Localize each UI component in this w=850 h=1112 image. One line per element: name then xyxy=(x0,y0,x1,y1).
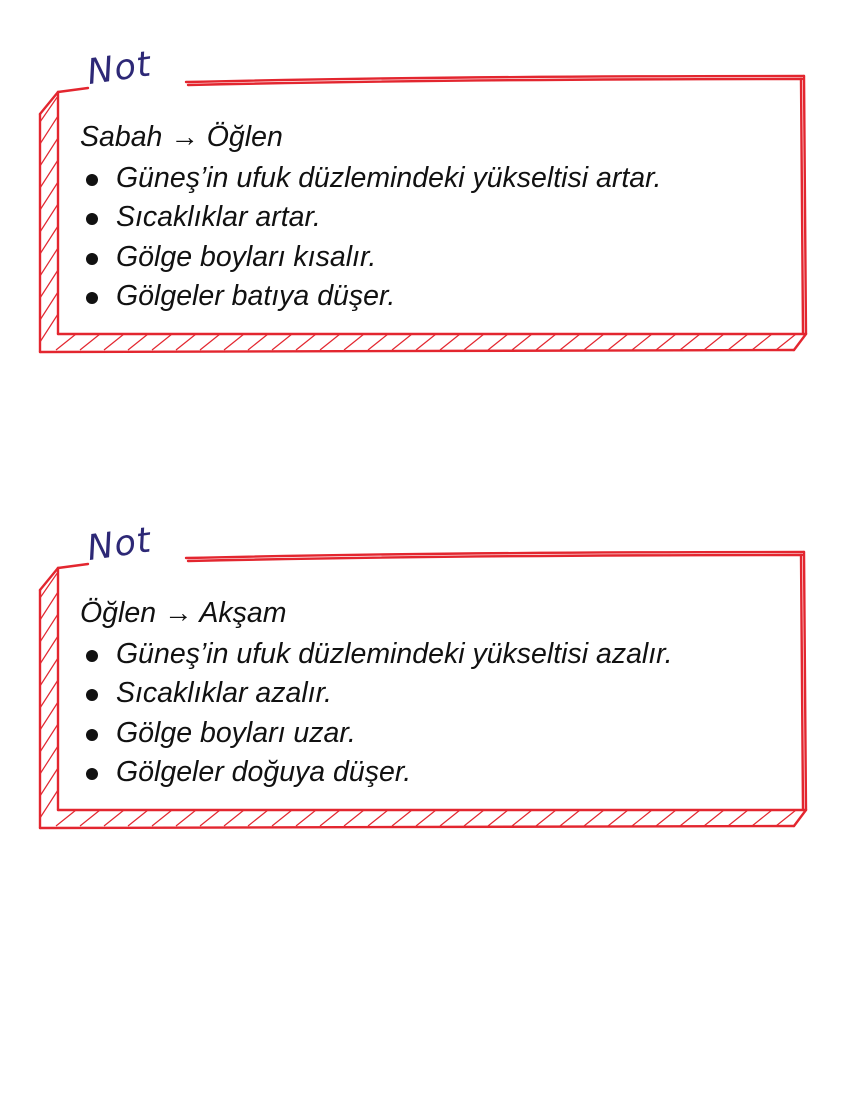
list-item: Gölgeler batıya düşer. xyxy=(80,277,800,317)
note-box-1 xyxy=(36,44,812,356)
note-list xyxy=(80,159,800,317)
list-item: Sıcaklıklar azalır. xyxy=(80,674,800,714)
note-title: Not xyxy=(84,520,154,569)
note-body xyxy=(80,118,800,317)
list-item: Güneş’in ufuk düzlemindeki yükseltisi artar. xyxy=(80,159,800,199)
list-item: Gölgeler doğuya düşer. xyxy=(80,753,800,793)
list-item: Sıcaklıklar artar. xyxy=(80,198,800,238)
note-box-2 xyxy=(36,520,812,832)
list-item: Gölge boyları uzar. xyxy=(80,714,800,754)
note-heading: Öğlen → Akşam xyxy=(80,597,287,629)
note-body xyxy=(80,594,800,793)
list-item: Güneş’in ufuk düzlemindeki yükseltisi azalır. xyxy=(80,635,800,675)
note-title: Not xyxy=(84,44,154,93)
note-list xyxy=(80,635,800,793)
list-item: Gölge boyları kısalır. xyxy=(80,238,800,278)
note-heading: Sabah → Öğlen xyxy=(80,121,283,153)
